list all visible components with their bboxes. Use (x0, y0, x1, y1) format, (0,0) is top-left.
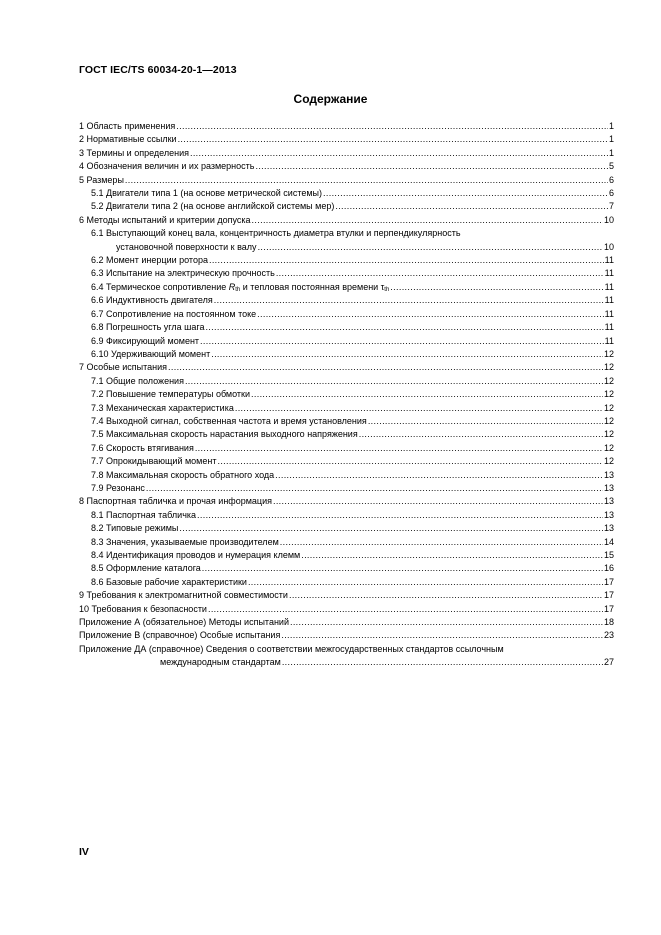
toc-label: 8.3 Значения, указываемые производителем (91, 536, 279, 547)
toc-leader (281, 629, 603, 642)
toc-label: 6.8 Погрешность угла шага (91, 322, 205, 333)
toc-leader (217, 455, 603, 468)
toc-label: 5 Размеры (79, 174, 124, 185)
toc-page: 16 (603, 563, 614, 574)
toc-label: 7.2 Повышение температуры обмотки (91, 389, 251, 400)
toc-entry-appendix-a[interactable] (79, 616, 614, 629)
toc-entry-8[interactable] (79, 495, 614, 508)
toc-label: 2 Нормативные ссылки (79, 134, 177, 145)
toc-label: 7.5 Максимальная скорость нарастания выходного напряжения (91, 429, 358, 440)
toc-leader (146, 482, 603, 495)
toc-page: 12 (603, 362, 614, 373)
toc-entry-8-6[interactable] (79, 576, 614, 589)
toc-entry-appendix-b[interactable] (79, 629, 614, 642)
toc-leader (335, 200, 608, 213)
toc-page: 10 (603, 241, 614, 252)
toc-label: 8.6 Базовые рабочие характеристики (91, 576, 247, 587)
toc-label: 7 Особые испытания (79, 362, 168, 373)
toc-leader (235, 402, 603, 415)
toc-label: Приложение В (справочное) Особые испытания (79, 630, 281, 641)
toc-page: 12 (603, 389, 614, 400)
toc-page: 6 (608, 188, 614, 199)
toc-label: 3 Термины и определения (79, 147, 189, 158)
toc-leader (359, 428, 603, 441)
toc-leader (289, 589, 603, 602)
toc-page: 7 (608, 201, 614, 212)
toc-entry-7-4[interactable] (79, 415, 614, 428)
toc-entry-7-9[interactable] (79, 482, 614, 495)
toc-page: 11 (604, 255, 614, 266)
toc-entry-7-7[interactable] (79, 455, 614, 468)
toc-label: 6.6 Индуктивность двигателя (91, 295, 213, 306)
toc-leader (179, 522, 603, 535)
toc-page: 14 (603, 536, 614, 547)
toc-label: 7.1 Общие положения (91, 375, 184, 386)
toc-leader (280, 536, 603, 549)
toc-leader (368, 415, 603, 428)
toc-page: 15 (603, 550, 614, 560)
toc-entry-10[interactable] (79, 603, 614, 616)
toc-label: 7.6 Скорость втягивания (91, 442, 194, 453)
toc-leader (178, 133, 608, 146)
toc-leader (390, 281, 603, 294)
toc-entry-appendix-da[interactable] (79, 656, 614, 669)
toc-page: 12 (603, 456, 614, 467)
toc-leader (190, 147, 608, 160)
toc-page: 13 (603, 469, 614, 480)
toc-leader (205, 321, 603, 334)
toc-page: 5 (608, 161, 614, 172)
toc-label-middle: и тепловая постоянная времени (240, 281, 381, 292)
toc-label: 9 Требования к электромагнитной совместимости (79, 590, 288, 601)
toc-page: 12 (603, 375, 614, 386)
toc-leader (323, 187, 608, 200)
toc-leader (125, 174, 608, 187)
toc-leader (197, 509, 603, 522)
toc-entry-6-7[interactable] (79, 308, 614, 321)
toc-entry-7-8[interactable] (79, 469, 614, 482)
toc-entry-7-2[interactable] (79, 388, 614, 401)
toc-label: 6.10 Удерживающий момент (91, 348, 211, 359)
toc-label: 6.2 Момент инерции ротора (91, 255, 208, 266)
toc-entry-8-2[interactable] (79, 522, 614, 535)
toc-entry-7[interactable] (79, 361, 614, 374)
toc-page: 11 (604, 322, 614, 333)
toc-leader (185, 375, 603, 388)
toc-entry-6-1-line1[interactable]: 6.1 Выступающий конец вала, концентричность диаметра втулки и перпендикулярность (91, 228, 461, 239)
toc-label: 6.7 Сопротивление на постоянном токе (91, 308, 257, 319)
toc-page: 12 (603, 348, 614, 359)
toc-page: 13 (603, 496, 614, 507)
toc-entry-8-3[interactable] (79, 536, 614, 549)
toc-entry-6-9[interactable] (79, 335, 614, 348)
toc-label: Приложение А (обязательное) Методы испытаний (79, 617, 289, 628)
toc-label: установочной поверхности к валу (116, 241, 257, 252)
toc-label: международным стандартам (160, 657, 281, 668)
toc-leader (282, 656, 603, 669)
toc-page: 1 (608, 121, 614, 131)
toc-entry-8-5[interactable] (79, 562, 614, 575)
toc-entry-7-6[interactable] (79, 442, 614, 455)
toc-page: 11 (604, 281, 614, 292)
toc-entry-7-5[interactable] (79, 428, 614, 441)
toc-entry-6-6[interactable] (79, 294, 614, 307)
toc-label: 6 Методы испытаний и критерии допуска (79, 214, 251, 225)
toc-label: 8.2 Типовые режимы (91, 523, 179, 534)
toc-entry-5-2[interactable] (79, 200, 614, 213)
toc-page: 12 (603, 429, 614, 440)
toc-entry-8-4[interactable] (79, 549, 614, 562)
toc-label: 5.2 Двигатели типа 2 (на основе английской системы мер) (91, 201, 335, 212)
toc-page: 11 (604, 335, 614, 346)
toc-leader (258, 241, 603, 254)
toc-label: 4 Обозначения величин и их размерность (79, 161, 255, 172)
toc-page: 13 (603, 482, 614, 493)
toc-leader (214, 294, 604, 307)
toc-label: 6.3 Испытание на электрическую прочность (91, 268, 275, 279)
toc-label: 7.8 Максимальная скорость обратного хода (91, 469, 275, 480)
toc-page: 11 (604, 308, 614, 319)
toc-entry-1[interactable] (79, 120, 614, 133)
toc-entry-7-1[interactable] (79, 375, 614, 388)
toc-page: 13 (603, 509, 614, 520)
toc-page: 17 (603, 590, 614, 601)
toc-entry-8-1[interactable] (79, 509, 614, 522)
toc-label: 6.9 Фиксирующий момент (91, 335, 200, 346)
toc-leader (275, 469, 603, 482)
time-constant-symbol: τ (380, 281, 385, 292)
toc-label: 5.1 Двигатели типа 1 (на основе метрической системы) (91, 188, 323, 199)
toc-label (91, 281, 389, 294)
toc-label: 8.5 Оформление каталога (91, 563, 201, 574)
thermal-resistance-symbol: R (228, 281, 236, 292)
toc-entry-7-3[interactable] (79, 402, 614, 415)
toc-page: 6 (608, 174, 614, 185)
toc-page: 17 (603, 576, 614, 587)
toc-leader (176, 120, 608, 133)
toc-label: 1 Область применения (79, 121, 176, 131)
table-of-contents (79, 120, 614, 670)
toc-entry-6-10[interactable] (79, 348, 614, 361)
toc-label: 8.1 Паспортная табличка (91, 509, 197, 520)
toc-leader (257, 308, 604, 321)
toc-entry-6-1[interactable] (79, 241, 614, 254)
toc-label: 7.7 Опрокидывающий момент (91, 456, 217, 467)
toc-entry-6-8[interactable] (79, 321, 614, 334)
toc-page: 12 (603, 442, 614, 453)
toc-label-prefix: 6.4 Термическое сопротивление (91, 281, 229, 292)
toc-page: 23 (603, 630, 614, 641)
toc-leader (276, 267, 604, 280)
toc-entry-6-4[interactable] (79, 281, 614, 294)
toc-leader (200, 335, 604, 348)
toc-leader (195, 442, 603, 455)
toc-leader (168, 361, 603, 374)
toc-leader (255, 160, 608, 173)
toc-entry-6[interactable] (79, 214, 614, 227)
toc-entry-4[interactable] (79, 160, 614, 173)
toc-entry-6-3[interactable] (79, 267, 614, 280)
toc-leader (248, 576, 603, 589)
toc-page: 12 (603, 415, 614, 426)
page-number: IV (79, 846, 89, 858)
toc-title: Содержание (293, 92, 368, 106)
toc-label: 8.4 Идентификация проводов и нумерация клемм (91, 550, 301, 560)
toc-label: 7.3 Механическая характеристика (91, 402, 234, 413)
toc-leader (208, 603, 603, 616)
toc-leader (251, 388, 603, 401)
toc-label: 7.9 Резонанс (91, 482, 145, 493)
toc-leader (290, 616, 603, 629)
toc-label: 10 Требования к безопасности (79, 603, 207, 614)
toc-leader (209, 254, 604, 267)
thermal-resistance-subscript: th (235, 286, 241, 293)
document-code-header: ГОСТ IEC/TS 60034-20-1—2013 (79, 64, 237, 76)
toc-label: 8 Паспортная табличка и прочая информация (79, 496, 272, 507)
toc-leader (202, 562, 603, 575)
toc-label: 7.4 Выходной сигнал, собственная частота и время установления (91, 415, 367, 426)
toc-page: 10 (603, 214, 614, 225)
toc-page: 12 (603, 402, 614, 413)
toc-page: 17 (603, 603, 614, 614)
toc-entry-6-2[interactable] (79, 254, 614, 267)
toc-page: 1 (608, 147, 614, 158)
toc-page: 1 (608, 134, 614, 145)
toc-leader (252, 214, 603, 227)
toc-entry-9[interactable] (79, 589, 614, 602)
toc-page: 27 (603, 657, 614, 668)
toc-page: 11 (604, 295, 614, 306)
toc-entry-appendix-da-line1[interactable]: Приложение ДА (справочное) Сведения о соответствии межгосударственных стандартов ссылочным (79, 643, 504, 654)
toc-page: 13 (603, 523, 614, 534)
toc-page: 18 (603, 617, 614, 628)
toc-entry-3[interactable] (79, 147, 614, 160)
toc-leader (211, 348, 603, 361)
toc-page: 11 (604, 268, 614, 279)
toc-entry-2[interactable] (79, 133, 614, 146)
toc-entry-5-1[interactable] (79, 187, 614, 200)
time-constant-subscript: th (384, 286, 390, 293)
toc-entry-5[interactable] (79, 174, 614, 187)
toc-leader (301, 549, 603, 562)
toc-leader (273, 495, 603, 508)
